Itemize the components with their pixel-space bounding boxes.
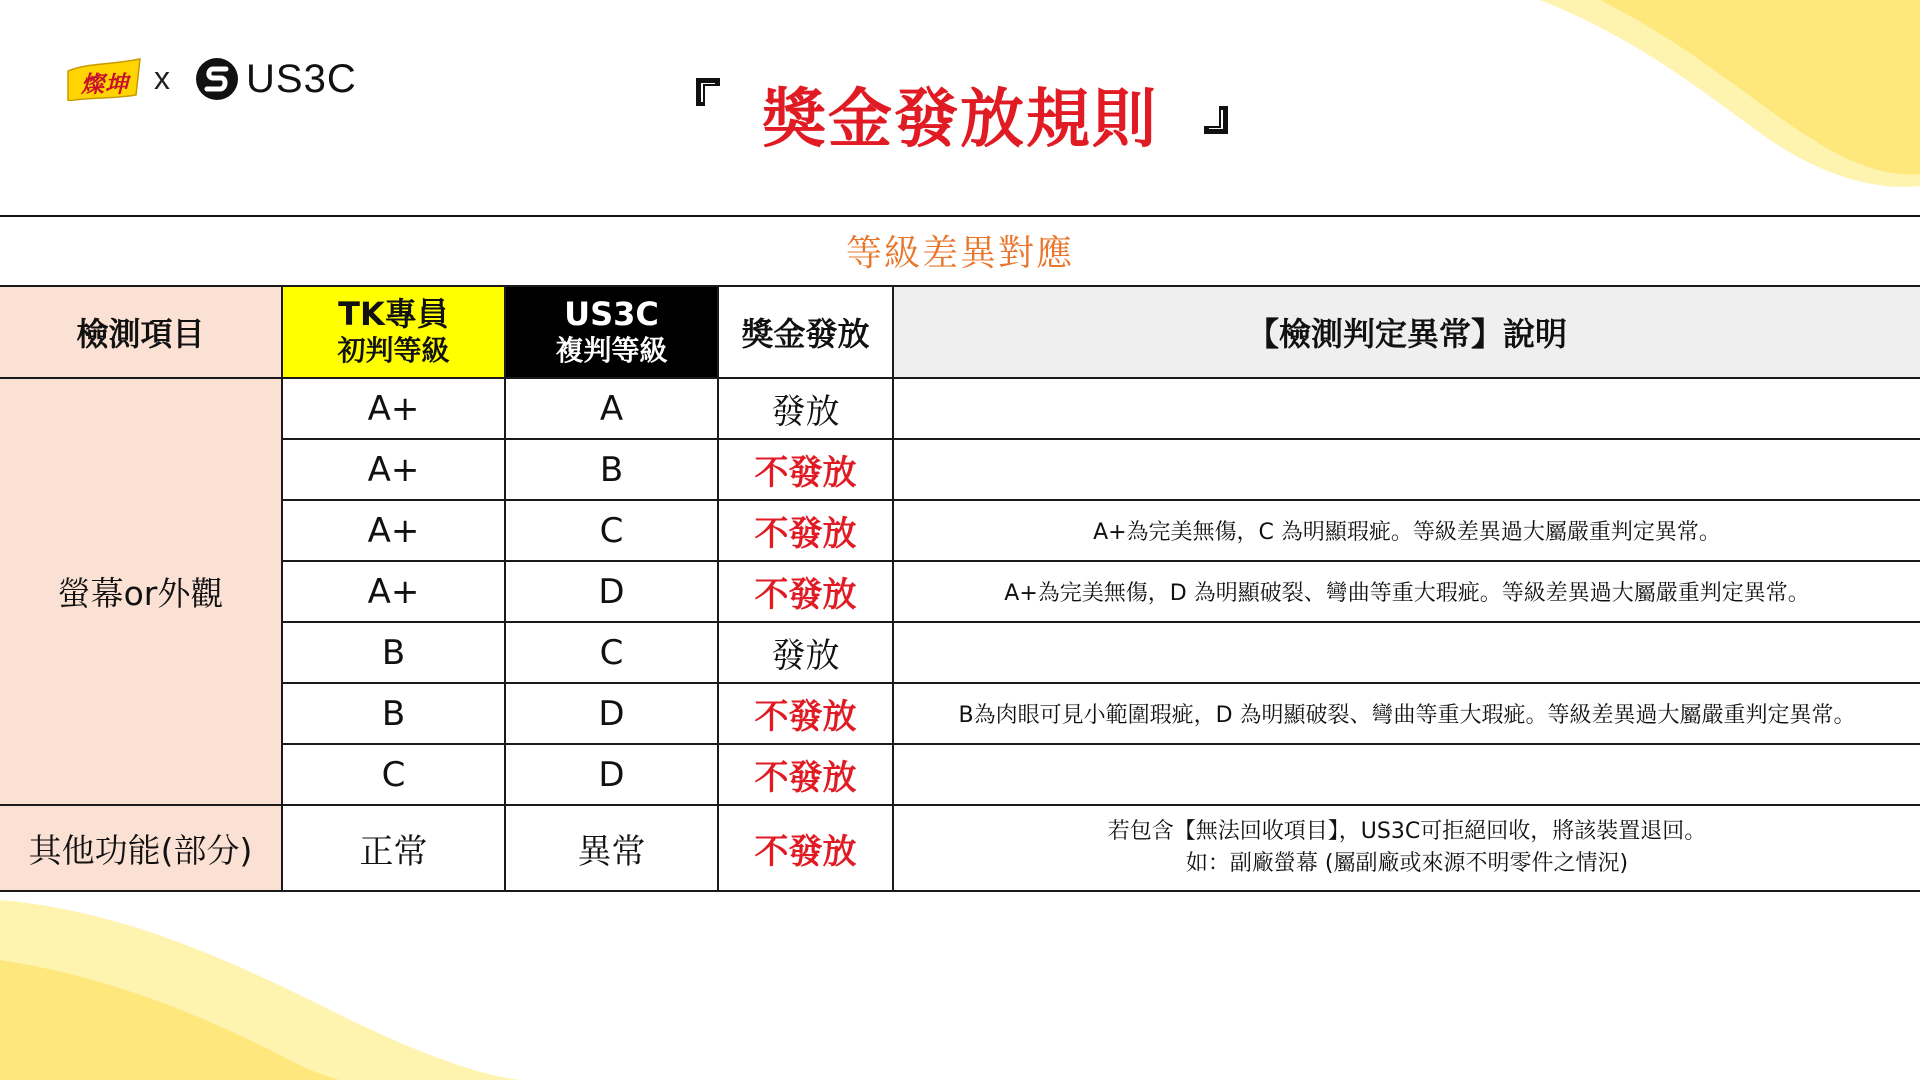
tk-grade-cell: 正常 (282, 805, 505, 891)
header (0, 0, 1920, 200)
bonus-cell: 不發放 (718, 805, 893, 891)
bonus-cell: 不發放 (718, 744, 893, 805)
table-row (0, 805, 1920, 891)
bonus-cell: 發放 (718, 622, 893, 683)
note-cell (893, 378, 1920, 439)
table-row (0, 500, 1920, 561)
category-other: 其他功能(部分) (0, 805, 282, 891)
tk-grade-cell: A+ (282, 561, 505, 622)
us3c-grade-cell: A (505, 378, 718, 439)
header-us3c-line2: 複判等級 (555, 334, 668, 367)
table-row (0, 561, 1920, 622)
note-cell: A+為完美無傷，D 為明顯破裂、彎曲等重大瑕疵。等級差異過大屬嚴重判定異常。 (893, 561, 1920, 622)
table-row (0, 744, 1920, 805)
note-cell: A+為完美無傷，C 為明顯瑕疵。等級差異過大屬嚴重判定異常。 (893, 500, 1920, 561)
category-screen: 螢幕or外觀 (0, 378, 282, 805)
grade-mapping-table (0, 285, 1920, 892)
open-bracket-icon (694, 76, 724, 108)
us3c-logo (193, 54, 357, 104)
table-row (0, 378, 1920, 439)
us3c-logo-mark-icon (193, 54, 241, 104)
us3c-grade-cell: D (505, 683, 718, 744)
page-title (690, 60, 1250, 157)
us3c-grade-cell: B (505, 439, 718, 500)
note-line: 若包含【無法回收項目】，US3C可拒絕回收，將該裝置退回。 (1107, 819, 1707, 844)
bonus-cell: 發放 (718, 378, 893, 439)
header-inspection-item: 檢測項目 (0, 286, 282, 378)
note-line: 如：副廠螢幕 (屬副廠或來源不明零件之情況) (1185, 851, 1629, 876)
bonus-cell: 不發放 (718, 500, 893, 561)
header-us3c-line1: US3C (564, 295, 659, 333)
note-cell (893, 622, 1920, 683)
table-row (0, 622, 1920, 683)
tk-grade-cell: A+ (282, 378, 505, 439)
us3c-grade-cell: D (505, 744, 718, 805)
note-cell (893, 744, 1920, 805)
us3c-logo-text: US3C (246, 57, 357, 101)
us3c-grade-cell: 異常 (505, 805, 718, 891)
close-bracket-icon (1200, 104, 1230, 136)
us3c-grade-cell: C (505, 622, 718, 683)
note-cell: B為肉眼可見小範圍瑕疵，D 為明顯破裂、彎曲等重大瑕疵。等級差異過大屬嚴重判定異常。 (893, 683, 1920, 744)
header-us3c-grade (505, 286, 718, 378)
tk-grade-cell: B (282, 683, 505, 744)
page-title-text: 獎金發放規則 (762, 83, 1158, 157)
table-row (0, 439, 1920, 500)
us3c-grade-cell: D (505, 561, 718, 622)
bonus-cell: 不發放 (718, 561, 893, 622)
header-bonus: 獎金發放 (718, 286, 893, 378)
note-cell (893, 439, 1920, 500)
us3c-grade-cell: C (505, 500, 718, 561)
partner-logo (66, 57, 142, 101)
header-note: 【檢測判定異常】說明 (893, 286, 1920, 378)
header-tk-line1: TK專員 (338, 295, 449, 333)
tk-grade-cell: B (282, 622, 505, 683)
divider (0, 215, 1920, 217)
tk-grade-cell: C (282, 744, 505, 805)
note-cell (893, 805, 1920, 891)
logo-separator: x (154, 60, 170, 96)
table-row (0, 683, 1920, 744)
bonus-cell: 不發放 (718, 683, 893, 744)
bonus-cell: 不發放 (718, 439, 893, 500)
tk-grade-cell: A+ (282, 500, 505, 561)
table-header-row (0, 286, 1920, 378)
header-tk-grade (282, 286, 505, 378)
tk-grade-cell: A+ (282, 439, 505, 500)
table-caption: 等級差異對應 (845, 233, 1074, 274)
header-tk-line2: 初判等級 (337, 334, 450, 367)
partner-logo-text: 燦坤 (81, 72, 129, 98)
